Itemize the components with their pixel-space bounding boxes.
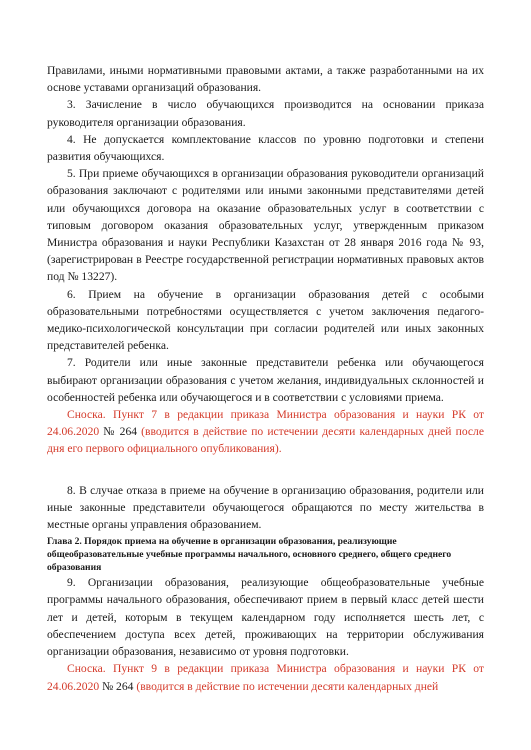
footnote-9-number: № 264 [102, 679, 134, 693]
paragraph-7: 7. Родители или иные законные представители ребенка или обучающегося выбирают организации образования с учетом желания, индивидуальных склонностей и особенностей ребенка или обучающегося и в соответствии с условиями приема. [47, 356, 484, 404]
footnote-7-number: № 264 [103, 425, 138, 439]
paragraph-gap [47, 458, 484, 482]
paragraph-9: 9. Организации образования, реализующие общеобразовательные учебные программы начального образования, обеспечивают прием в первый класс детей шести лет и детей, которым в текущем календарном году исполняется шесть лет, с обеспечением доступа всех детей, проживающих на территории обслуживания организации образования, независимо от уровня подготовки. [47, 576, 484, 659]
paragraph-8: 8. В случае отказа в приеме на обучение в организацию образования, родители или иные законные представители обучающегося обращаются по месту жительства в местные органы управления образованием. [47, 483, 484, 532]
footnote-9-suffix: (вводится в действие по истечении десяти календарных дней [133, 679, 439, 693]
paragraph-5: 5. При приеме обучающихся в организации образования руководители организаций образования заключают с родителями или иными законными представителями детей или обучающихся договора на оказание образовательных услуг в соответствии с типовым договором оказания образовательных услуг, утвержденным приказом Министра образования и науки Республики Казахстан от 28 января 2016 года № 93, (зарегистрирован в Реестре государственной регистрации нормативных правовых актов под № 13227). [47, 167, 484, 284]
paragraph-intro: Правилами, иными нормативными правовыми актами, а также разработанными на их основе уставами организаций образования. [47, 64, 484, 95]
paragraph-4: 4. Не допускается комплектование классов по уровню подготовки и степени развития обучающихся. [47, 132, 484, 164]
document-body [47, 62, 484, 695]
footnote-7 [47, 406, 484, 458]
paragraph-3: 3. Зачисление в число обучающихся производится на основании приказа руководителя организации образования. [47, 98, 484, 129]
paragraph-6: 6. Прием на обучение в организации образования детей с особыми образовательными потребностями осуществляется с учетом заключения педагого-медико-психологической консультации при согласии родителей или иных законных представителей ребенка. [47, 287, 484, 353]
footnote-7-suffix: (вводится в действие по истечении десяти календарных дней после дня его первого официального опубликования). [47, 425, 484, 456]
footnote-9 [47, 660, 484, 694]
footnote-7-text: Сноска. Пункт 7 в редакции приказа Министра образования и науки РК от 24.06.2020 [47, 408, 484, 439]
footnote-9-text: Сноска. Пункт 9 в редакции приказа Министра образования и науки РК от 24.06.2020 [47, 662, 484, 693]
chapter-heading: Глава 2. Порядок приема на обучение в организации образования, реализующие общеобразовательные учебные программы начального, основного среднего, общего среднего образования [47, 536, 452, 574]
